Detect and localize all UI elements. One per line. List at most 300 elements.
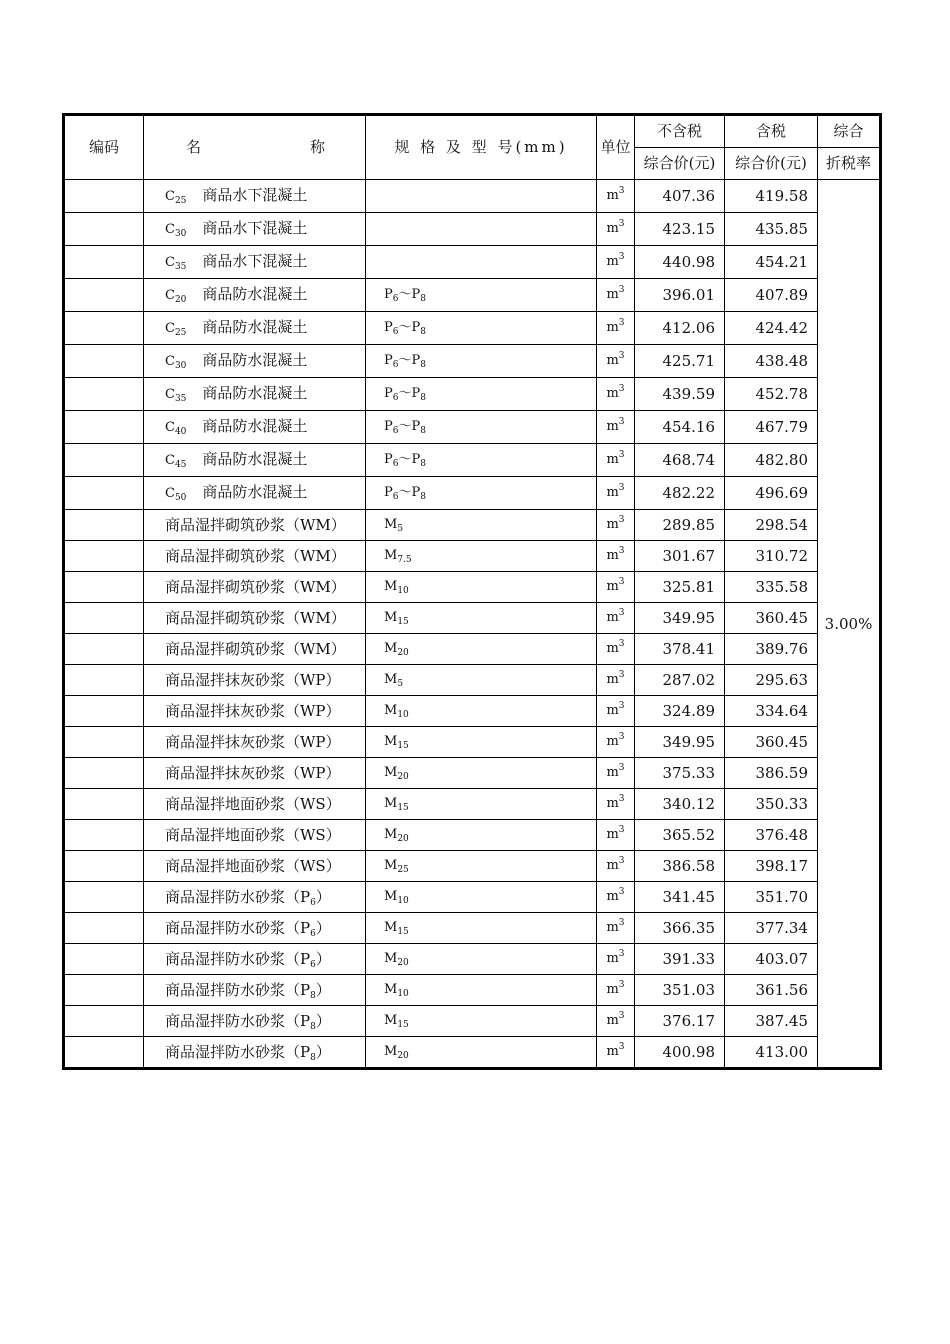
unit-cell [597, 411, 635, 444]
price-excl-tax: 378.41 [635, 634, 725, 665]
spec-sub: 6 [392, 393, 399, 403]
name-grade: C [165, 453, 175, 468]
spec-cell [366, 944, 597, 975]
name-grade: C [165, 387, 175, 402]
table-row [64, 378, 881, 411]
unit-cell [597, 851, 635, 882]
unit-power: 3 [618, 1042, 625, 1052]
name-grade-number: 25 [174, 328, 187, 338]
code-cell [64, 444, 144, 477]
code-cell [64, 603, 144, 634]
unit-text: m [606, 951, 619, 966]
spec-sub: 5 [397, 679, 404, 689]
price-excl-tax: 425.71 [635, 345, 725, 378]
unit-cell [597, 279, 635, 312]
code-cell [64, 1006, 144, 1037]
unit-power: 3 [618, 546, 625, 556]
table-row [64, 510, 881, 541]
header-name [144, 115, 366, 180]
spec-cell [366, 180, 597, 213]
spec-prefix: M [384, 920, 398, 935]
table-row [64, 634, 881, 665]
spec-sub: 6 [392, 360, 399, 370]
price-incl-tax: 482.80 [725, 444, 818, 477]
unit-cell [597, 378, 635, 411]
spec-prefix: M [384, 827, 398, 842]
table-row [64, 180, 881, 213]
table-row [64, 246, 881, 279]
header-row-1 [64, 115, 881, 148]
unit-cell [597, 345, 635, 378]
table-row [64, 213, 881, 246]
spec-sub-2: 8 [420, 393, 426, 403]
unit-power: 3 [618, 763, 625, 773]
spec-cell [366, 279, 597, 312]
name-cell [144, 1037, 366, 1069]
name-suffix-sub: 6 [310, 898, 316, 908]
price-excl-tax: 423.15 [635, 213, 725, 246]
price-excl-tax: 440.98 [635, 246, 725, 279]
spec-cell [366, 727, 597, 758]
code-cell [64, 279, 144, 312]
header-price-incl-line1: 含税 [725, 115, 818, 148]
unit-cell [597, 696, 635, 727]
spec-prefix: P [384, 287, 393, 302]
code-cell [64, 477, 144, 510]
unit-cell [597, 634, 635, 665]
spec-cell [366, 696, 597, 727]
unit-text: m [606, 889, 619, 904]
unit-power: 3 [618, 980, 625, 990]
table-row [64, 820, 881, 851]
table-row [64, 1006, 881, 1037]
spec-prefix: P [384, 353, 393, 368]
name-cell [144, 727, 366, 758]
name-text: 商品湿拌防水砂浆（P [165, 1012, 311, 1030]
table-row [64, 696, 881, 727]
name-cell [144, 345, 366, 378]
unit-power: 3 [618, 825, 625, 835]
name-cell [144, 882, 366, 913]
price-excl-tax: 287.02 [635, 665, 725, 696]
header-price-excl-line2: 综合价(元) [635, 148, 725, 180]
spec-sub: 20 [397, 648, 409, 658]
unit-text: m [606, 221, 619, 236]
code-cell [64, 913, 144, 944]
name-cell [144, 789, 366, 820]
name-cell [144, 696, 366, 727]
name-grade: C [165, 222, 175, 237]
spec-prefix: M [384, 1013, 398, 1028]
unit-text: m [606, 610, 619, 625]
code-cell [64, 345, 144, 378]
unit-text: m [606, 827, 619, 842]
price-incl-tax: 413.00 [725, 1037, 818, 1069]
spec-prefix: M [384, 858, 398, 873]
code-cell [64, 665, 144, 696]
spec-prefix: P [384, 386, 393, 401]
table-row [64, 789, 881, 820]
table-row [64, 345, 881, 378]
price-incl-tax: 351.70 [725, 882, 818, 913]
spec-prefix: M [384, 703, 398, 718]
unit-cell [597, 213, 635, 246]
price-incl-tax: 467.79 [725, 411, 818, 444]
unit-power: 3 [618, 732, 625, 742]
header-rate-line2: 折税率 [818, 148, 881, 180]
code-cell [64, 944, 144, 975]
spec-sub: 15 [397, 741, 409, 751]
price-incl-tax: 350.33 [725, 789, 818, 820]
unit-cell [597, 246, 635, 279]
unit-text: m [606, 353, 619, 368]
spec-prefix: M [384, 641, 398, 656]
price-excl-tax: 365.52 [635, 820, 725, 851]
unit-text: m [606, 1044, 619, 1059]
price-incl-tax: 454.21 [725, 246, 818, 279]
unit-text: m [606, 287, 619, 302]
code-cell [64, 758, 144, 789]
unit-text: m [606, 734, 619, 749]
name-cell [144, 913, 366, 944]
name-suffix: ） [315, 919, 331, 937]
spec-sub: 6 [392, 426, 399, 436]
price-excl-tax: 407.36 [635, 180, 725, 213]
unit-power: 3 [618, 670, 625, 680]
price-excl-tax: 341.45 [635, 882, 725, 913]
unit-power: 3 [618, 318, 625, 328]
name-text: 商品湿拌防水砂浆（P [165, 919, 311, 937]
name-grade-number: 40 [174, 427, 187, 437]
price-incl-tax: 419.58 [725, 180, 818, 213]
price-excl-tax: 324.89 [635, 696, 725, 727]
name-cell [144, 665, 366, 696]
name-grade-number: 30 [174, 229, 187, 239]
header-spec: 规 格 及 型 号(mm) [366, 115, 597, 180]
code-cell [64, 634, 144, 665]
spec-prefix: P [384, 485, 393, 500]
spec-sub-2: 8 [420, 459, 426, 469]
unit-power: 3 [618, 252, 625, 262]
code-cell [64, 312, 144, 345]
name-cell [144, 975, 366, 1006]
spec-sub: 20 [397, 958, 409, 968]
code-cell [64, 411, 144, 444]
price-incl-tax: 452.78 [725, 378, 818, 411]
spec-prefix: M [384, 610, 398, 625]
table-row [64, 944, 881, 975]
unit-text: m [606, 386, 619, 401]
price-incl-tax: 424.42 [725, 312, 818, 345]
name-cell [144, 820, 366, 851]
spec-cell [366, 345, 597, 378]
spec-range: ～P [398, 287, 421, 302]
unit-power: 3 [618, 219, 625, 229]
unit-power: 3 [618, 384, 625, 394]
name-grade: C [165, 288, 175, 303]
name-text: 商品防水混凝土 [202, 483, 308, 501]
unit-power: 3 [618, 918, 625, 928]
spec-prefix: M [384, 982, 398, 997]
name-grade: C [165, 486, 175, 501]
header-rate-line1: 综合 [818, 115, 881, 148]
code-cell [64, 851, 144, 882]
name-cell [144, 944, 366, 975]
price-excl-tax: 349.95 [635, 727, 725, 758]
unit-power: 3 [618, 285, 625, 295]
spec-sub: 7.5 [397, 555, 412, 565]
name-suffix: ） [315, 888, 331, 906]
name-text: 商品防水混凝土 [202, 417, 308, 435]
unit-cell [597, 510, 635, 541]
name-suffix: ） [315, 981, 331, 999]
spec-sub-2: 8 [420, 294, 426, 304]
price-excl-tax: 439.59 [635, 378, 725, 411]
price-incl-tax: 386.59 [725, 758, 818, 789]
spec-cell [366, 1006, 597, 1037]
name-text: 商品湿拌防水砂浆（P [165, 950, 311, 968]
price-excl-tax: 366.35 [635, 913, 725, 944]
unit-power: 3 [618, 794, 625, 804]
name-grade: C [165, 321, 175, 336]
spec-sub: 5 [397, 524, 404, 534]
name-cell [144, 541, 366, 572]
name-text: 商品湿拌抹灰砂浆（WP） [165, 671, 341, 689]
spec-cell [366, 213, 597, 246]
name-text: 商品湿拌防水砂浆（P [165, 981, 311, 999]
unit-cell [597, 820, 635, 851]
spec-cell [366, 665, 597, 696]
price-excl-tax: 349.95 [635, 603, 725, 634]
spec-sub-2: 8 [420, 360, 426, 370]
price-excl-tax: 454.16 [635, 411, 725, 444]
unit-power: 3 [618, 949, 625, 959]
name-cell [144, 312, 366, 345]
spec-cell [366, 477, 597, 510]
code-cell [64, 246, 144, 279]
name-suffix-sub: 6 [310, 929, 316, 939]
code-cell [64, 541, 144, 572]
unit-cell [597, 477, 635, 510]
name-text: 商品水下混凝土 [202, 219, 308, 237]
price-incl-tax: 377.34 [725, 913, 818, 944]
name-grade-number: 50 [174, 493, 187, 503]
name-suffix: ） [315, 1043, 331, 1061]
unit-cell [597, 180, 635, 213]
name-grade-number: 25 [174, 196, 187, 206]
code-cell [64, 820, 144, 851]
name-text: 商品湿拌地面砂浆（WS） [165, 795, 341, 813]
code-cell [64, 510, 144, 541]
unit-cell [597, 913, 635, 944]
price-excl-tax: 396.01 [635, 279, 725, 312]
spec-sub: 10 [397, 586, 409, 596]
rate-cell: 3.00% [818, 180, 881, 1069]
name-text: 商品湿拌地面砂浆（WS） [165, 826, 341, 844]
spec-prefix: P [384, 419, 393, 434]
unit-text: m [606, 485, 619, 500]
spec-sub: 25 [397, 865, 409, 875]
name-text: 商品湿拌地面砂浆（WS） [165, 857, 341, 875]
spec-cell [366, 851, 597, 882]
spec-range: ～P [398, 386, 421, 401]
price-table [62, 113, 882, 1070]
spec-prefix: M [384, 765, 398, 780]
code-cell [64, 378, 144, 411]
price-excl-tax: 375.33 [635, 758, 725, 789]
unit-cell [597, 665, 635, 696]
unit-power: 3 [618, 351, 625, 361]
spec-prefix: M [384, 1044, 398, 1059]
price-incl-tax: 435.85 [725, 213, 818, 246]
spec-cell [366, 975, 597, 1006]
name-cell [144, 180, 366, 213]
name-grade-number: 45 [174, 460, 187, 470]
price-excl-tax: 468.74 [635, 444, 725, 477]
price-incl-tax: 361.56 [725, 975, 818, 1006]
spec-cell [366, 312, 597, 345]
table-row [64, 1037, 881, 1069]
unit-power: 3 [618, 1011, 625, 1021]
unit-power: 3 [618, 577, 625, 587]
table-row [64, 851, 881, 882]
spec-cell [366, 634, 597, 665]
price-incl-tax: 360.45 [725, 727, 818, 758]
name-text: 商品防水混凝土 [202, 318, 308, 336]
name-text: 商品湿拌防水砂浆（P [165, 1043, 311, 1061]
spec-cell [366, 411, 597, 444]
table-row [64, 477, 881, 510]
unit-cell [597, 572, 635, 603]
table-row [64, 312, 881, 345]
price-excl-tax: 301.67 [635, 541, 725, 572]
price-excl-tax: 412.06 [635, 312, 725, 345]
name-grade-number: 30 [174, 361, 187, 371]
code-cell [64, 975, 144, 1006]
name-suffix-sub: 8 [310, 1022, 316, 1032]
price-excl-tax: 325.81 [635, 572, 725, 603]
price-incl-tax: 298.54 [725, 510, 818, 541]
name-text: 商品湿拌砌筑砂浆（WM） [165, 640, 346, 658]
unit-text: m [606, 858, 619, 873]
spec-sub: 15 [397, 803, 409, 813]
unit-text: m [606, 579, 619, 594]
price-incl-tax: 376.48 [725, 820, 818, 851]
price-incl-tax: 295.63 [725, 665, 818, 696]
name-cell [144, 510, 366, 541]
table-row [64, 913, 881, 944]
name-cell [144, 378, 366, 411]
table-row [64, 727, 881, 758]
unit-cell [597, 1006, 635, 1037]
unit-power: 3 [618, 417, 625, 427]
name-cell [144, 444, 366, 477]
code-cell [64, 789, 144, 820]
unit-text: m [606, 320, 619, 335]
unit-cell [597, 312, 635, 345]
name-text: 商品防水混凝土 [202, 450, 308, 468]
spec-prefix: P [384, 320, 393, 335]
spec-prefix: M [384, 548, 398, 563]
header-name-right: 称 [309, 138, 325, 156]
name-grade: C [165, 255, 175, 270]
spec-cell [366, 758, 597, 789]
name-cell [144, 279, 366, 312]
spec-sub: 6 [392, 327, 399, 337]
name-cell [144, 634, 366, 665]
price-incl-tax: 387.45 [725, 1006, 818, 1037]
spec-prefix: M [384, 579, 398, 594]
price-excl-tax: 400.98 [635, 1037, 725, 1069]
spec-prefix: M [384, 672, 398, 687]
spec-range: ～P [398, 419, 421, 434]
spec-sub-2: 8 [420, 426, 426, 436]
unit-power: 3 [618, 701, 625, 711]
unit-cell [597, 727, 635, 758]
price-incl-tax: 334.64 [725, 696, 818, 727]
name-grade: C [165, 189, 175, 204]
spec-cell [366, 246, 597, 279]
name-text: 商品湿拌砌筑砂浆（WM） [165, 547, 346, 565]
price-excl-tax: 482.22 [635, 477, 725, 510]
name-cell [144, 758, 366, 789]
name-suffix-sub: 6 [310, 960, 316, 970]
name-text: 商品湿拌砌筑砂浆（WM） [165, 516, 346, 534]
unit-cell [597, 603, 635, 634]
spec-cell [366, 913, 597, 944]
unit-power: 3 [618, 186, 625, 196]
name-text: 商品湿拌抹灰砂浆（WP） [165, 702, 341, 720]
name-cell [144, 246, 366, 279]
spec-range: ～P [398, 485, 421, 500]
code-cell [64, 1037, 144, 1069]
name-grade-number: 35 [174, 262, 187, 272]
name-grade: C [165, 354, 175, 369]
unit-text: m [606, 517, 619, 532]
spec-range: ～P [398, 452, 421, 467]
unit-power: 3 [618, 856, 625, 866]
spec-prefix: P [384, 452, 393, 467]
unit-text: m [606, 254, 619, 269]
unit-text: m [606, 548, 619, 563]
name-suffix: ） [315, 1012, 331, 1030]
spec-cell [366, 603, 597, 634]
name-text: 商品湿拌抹灰砂浆（WP） [165, 764, 341, 782]
spec-sub: 15 [397, 617, 409, 627]
unit-text: m [606, 452, 619, 467]
price-incl-tax: 360.45 [725, 603, 818, 634]
spec-prefix: M [384, 796, 398, 811]
table-row [64, 758, 881, 789]
price-incl-tax: 438.48 [725, 345, 818, 378]
name-cell [144, 213, 366, 246]
name-cell [144, 603, 366, 634]
spec-prefix: M [384, 734, 398, 749]
table-row [64, 975, 881, 1006]
spec-sub: 20 [397, 772, 409, 782]
name-grade-number: 35 [174, 394, 187, 404]
unit-text: m [606, 188, 619, 203]
price-incl-tax: 496.69 [725, 477, 818, 510]
name-cell [144, 572, 366, 603]
spec-sub: 15 [397, 927, 409, 937]
price-incl-tax: 389.76 [725, 634, 818, 665]
table-row [64, 882, 881, 913]
unit-text: m [606, 796, 619, 811]
table-row [64, 444, 881, 477]
spec-sub: 15 [397, 1020, 409, 1030]
unit-power: 3 [618, 639, 625, 649]
